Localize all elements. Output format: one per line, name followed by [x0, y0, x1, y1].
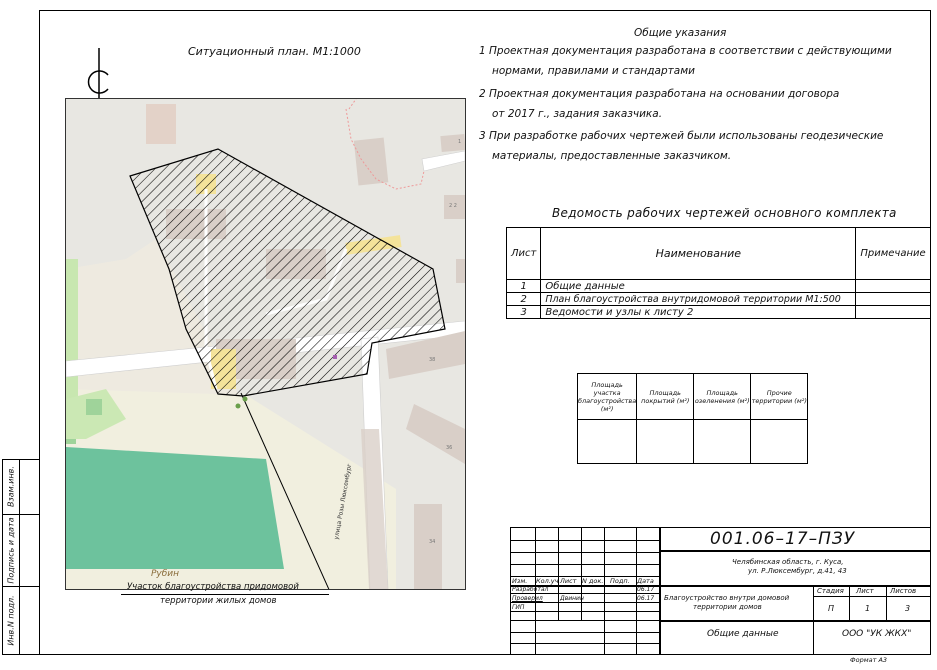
notes-title: Общие указания	[634, 27, 727, 39]
sheet-row-2-name: План благоустройства внутридомовой территории М1:500	[541, 293, 856, 306]
col-ndoc: N док.	[582, 577, 604, 585]
tb-vline-4	[604, 527, 605, 655]
stamp-sign-label: Подпись и дата	[6, 517, 16, 584]
note-line-6: материалы, предоставленные заказчиком.	[492, 150, 732, 162]
stamp-cell-sign-value	[19, 514, 40, 587]
area-header-site: Площадь участка благоустройства (м²)	[578, 374, 637, 420]
situation-map	[65, 98, 466, 590]
role-checker: Проверил	[512, 595, 543, 602]
stamp-replaced-label: Взам.инв.	[6, 466, 16, 507]
tb-hline-r1	[659, 550, 931, 552]
col-izm: Изм.	[512, 577, 528, 585]
sheet-name: Общие данные	[707, 629, 779, 639]
role-developer-date: 06.17	[637, 586, 655, 593]
sheet-row-1-note	[856, 280, 930, 293]
sheet-header-note: Примечание	[856, 228, 930, 280]
tb-vline-6	[659, 527, 661, 655]
tb-hline-8	[510, 611, 660, 612]
note-line-3: 2 Проектная документация разработана на основании договора	[479, 88, 840, 100]
tb-vline-9	[886, 585, 887, 620]
project-line-1: Благоустройство внутри домовой	[664, 594, 790, 602]
role-gip: ГИП	[512, 604, 525, 611]
sheet-list-table	[506, 227, 931, 319]
address-line-1: Челябинская область, г. Куса,	[732, 558, 844, 566]
map-label-building-36: 36	[446, 445, 453, 451]
sheet-row-2-num: 2	[507, 293, 541, 306]
tb-hline-1	[510, 540, 660, 541]
tb-hline-2	[510, 552, 660, 553]
col-podp: Подп.	[610, 577, 630, 585]
area-header-other: Прочие территории (м²)	[751, 374, 808, 420]
stage-value: П	[828, 604, 835, 613]
project-line-2: территории домов	[693, 603, 762, 611]
sheet-row-2-note	[856, 293, 930, 306]
map-label-building-2: 2 2	[449, 203, 457, 209]
sheet-row-3-name: Ведомости и узлы к листу 2	[541, 306, 856, 319]
area-value-other	[751, 420, 808, 464]
map-title: Ситуационный план. М1:1000	[188, 45, 361, 58]
stamp-inv-label: Инв.N подл.	[6, 595, 16, 646]
document-code: 001.06–17–ПЗУ	[710, 529, 856, 549]
stamp-cell-inv-value	[19, 586, 40, 655]
address-line-2: ул. Р.Люксембург, д.41, 43	[748, 567, 847, 575]
map-caption-line2: территории жилых домов	[160, 596, 277, 606]
area-header-greening: Площадь озеленения (м²)	[694, 374, 751, 420]
sheet-value: 1	[865, 604, 871, 613]
role-checker-date: 06.17	[637, 595, 655, 602]
tb-hline-11	[510, 643, 660, 644]
role-developer: Разработал	[512, 586, 549, 593]
note-line-2: нормами, правилами и стандартами	[492, 65, 695, 77]
sheet-row-1-num: 1	[507, 280, 541, 293]
north-arrow-icon	[86, 48, 116, 104]
area-value-greening	[694, 420, 751, 464]
role-checker-name: Двинин	[560, 595, 584, 602]
note-line-4: от 2017 г., задания заказчика.	[492, 108, 663, 120]
tb-hline-6	[510, 593, 660, 594]
col-date: Дата	[637, 577, 654, 585]
note-line-1: 1 Проектная документация разработана в соответствии с действующими	[479, 45, 892, 57]
sheets-header: Листов	[890, 587, 917, 595]
tb-hline-9	[510, 620, 660, 621]
map-caption-line1: Участок благоустройства придомовой	[127, 582, 299, 592]
map-label-street: улица Розы Люксембург	[333, 463, 354, 541]
map-label-building-34: 34	[429, 539, 436, 545]
sheet-header: Лист	[856, 587, 874, 595]
caption-underline	[121, 594, 329, 595]
sheet-header-sheet: Лист	[507, 228, 541, 280]
map-label-building-38: 38	[429, 357, 436, 363]
stage-header: Стадия	[817, 587, 844, 595]
sheet-row-1-name: Общие данные	[541, 280, 856, 293]
sheet-row-3-note	[856, 306, 930, 319]
tb-vline-8	[849, 585, 850, 620]
tb-hline-7	[510, 602, 660, 603]
tb-hline-r4	[659, 620, 931, 622]
format-label: Формат А3	[850, 656, 888, 664]
col-list: Лист	[560, 577, 577, 585]
map-label-building-1: 1	[458, 139, 462, 145]
stamp-cell-replaced-value	[19, 459, 40, 515]
area-value-coverings	[637, 420, 694, 464]
note-line-5: 3 При разработке рабочих чертежей были использованы геодезические	[479, 130, 884, 142]
company-name: ООО "УК ЖКХ"	[842, 629, 912, 639]
sheet-row-3-num: 3	[507, 306, 541, 319]
area-value-site	[578, 420, 637, 464]
sheet-header-name: Наименование	[541, 228, 856, 280]
sheet-list-title: Ведомость рабочих чертежей основного комплекта	[552, 206, 897, 220]
sheets-value: 3	[905, 604, 911, 613]
tb-hline-3	[510, 564, 660, 565]
col-kol: Кол.уч	[536, 577, 559, 585]
tb-hline-10	[510, 632, 660, 633]
area-header-coverings: Площадь покрытий (м²)	[637, 374, 694, 420]
area-table	[577, 373, 808, 464]
tb-hline-r3	[813, 596, 931, 597]
map-label-rubin: Рубин	[151, 569, 180, 579]
